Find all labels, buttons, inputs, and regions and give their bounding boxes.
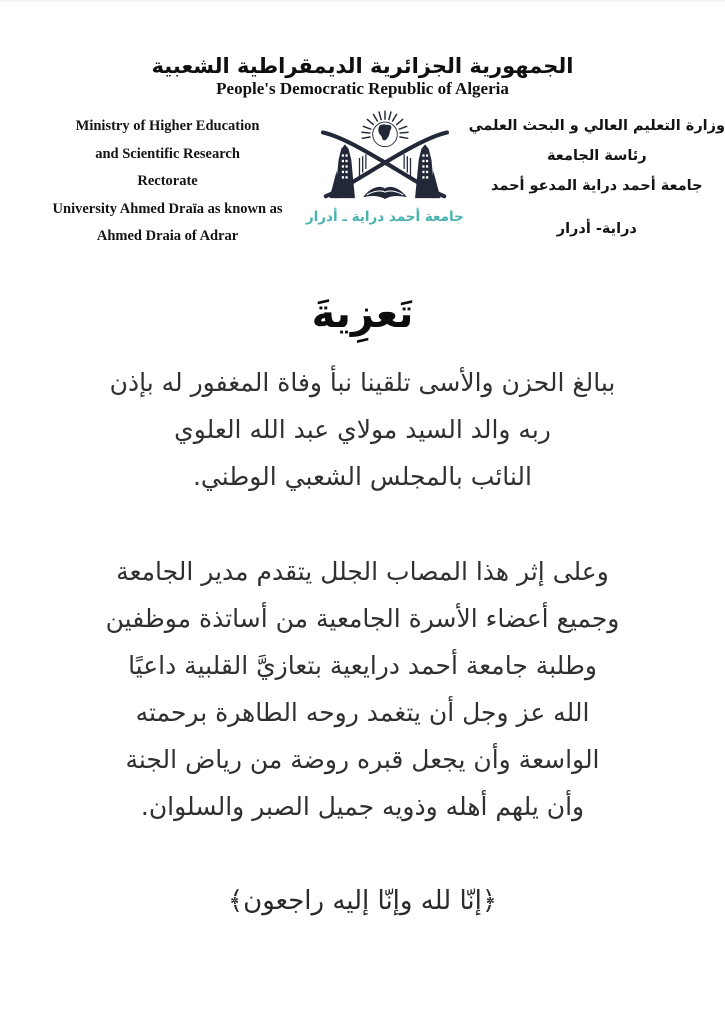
ministry-ar-line: رئاسة الجامعة bbox=[546, 148, 647, 164]
paragraph-line: ببالغ الحزن والأسى تلقينا نبأ وفاة المغفور له بإذن bbox=[109, 367, 616, 397]
ministry-en-line: Ahmed Draia of Adrar bbox=[96, 228, 239, 244]
republic-title-arabic: الجمهورية الجزائرية الديمقراطية الشعبية bbox=[151, 54, 574, 78]
ministry-en-line: Rectorate bbox=[137, 173, 198, 189]
condolence-paragraph-2 bbox=[0, 548, 725, 830]
paragraph-line: الواسعة وأن يجعل قبره روضة من رياض الجنة bbox=[125, 744, 600, 774]
paragraph-line: وعلى إثر هذا المصاب الجلل يتقدم مدير الجامعة bbox=[116, 556, 609, 586]
republic-title-english: People's Democratic Republic of Algeria bbox=[216, 79, 509, 98]
ministry-ar-line: جامعة أحمد دراية المدعو أحمد bbox=[490, 178, 703, 194]
paragraph-line: وجميع أعضاء الأسرة الجامعية من أساتذة موظفين bbox=[105, 603, 620, 633]
quranic-closing-verse: ﴿إنّا لله وإنّا إليه راجعون﴾ bbox=[227, 885, 498, 916]
ministry-block-english bbox=[34, 105, 301, 251]
paragraph-line: ربه والد السيد مولاي عبد الله العلوي bbox=[174, 414, 551, 444]
condolence-title: تَعزِيةَ bbox=[311, 290, 414, 337]
ministry-en-line: Ministry of Higher Education bbox=[75, 118, 260, 134]
letterhead bbox=[0, 105, 725, 251]
paragraph-line: وطلبة جامعة أحمد درايعية بتعازيَّ القلبية داعيًا bbox=[128, 650, 597, 680]
ministry-en-line: and Scientific Research bbox=[95, 145, 240, 162]
ministry-block-arabic bbox=[469, 105, 725, 244]
university-logo bbox=[301, 105, 468, 225]
open-book-icon bbox=[363, 187, 407, 199]
africa-map-icon bbox=[378, 124, 391, 140]
ministry-ar-line: دراية- أدرار bbox=[556, 221, 637, 237]
ministry-ar-line: وزارة التعليم العالي و البحث العلمي bbox=[468, 118, 725, 134]
paragraph-line: وأن يلهم أهله وذويه جميل الصبر والسلوان. bbox=[140, 791, 585, 821]
paragraph-line: النائب بالمجلس الشعبي الوطني. bbox=[192, 461, 532, 491]
right-tower-icon bbox=[404, 144, 440, 198]
condolence-paragraph-1 bbox=[0, 359, 725, 500]
ministry-en-line: University Ahmed Draïa as known as bbox=[52, 200, 283, 217]
paragraph-line: الله عز وجل أن يتغمد روحه الطاهرة برحمته bbox=[135, 697, 590, 727]
logo-caption: جامعة أحمد دراية ـ أدرار bbox=[305, 209, 464, 225]
left-tower-icon bbox=[329, 144, 365, 198]
university-emblem-icon bbox=[309, 107, 461, 209]
